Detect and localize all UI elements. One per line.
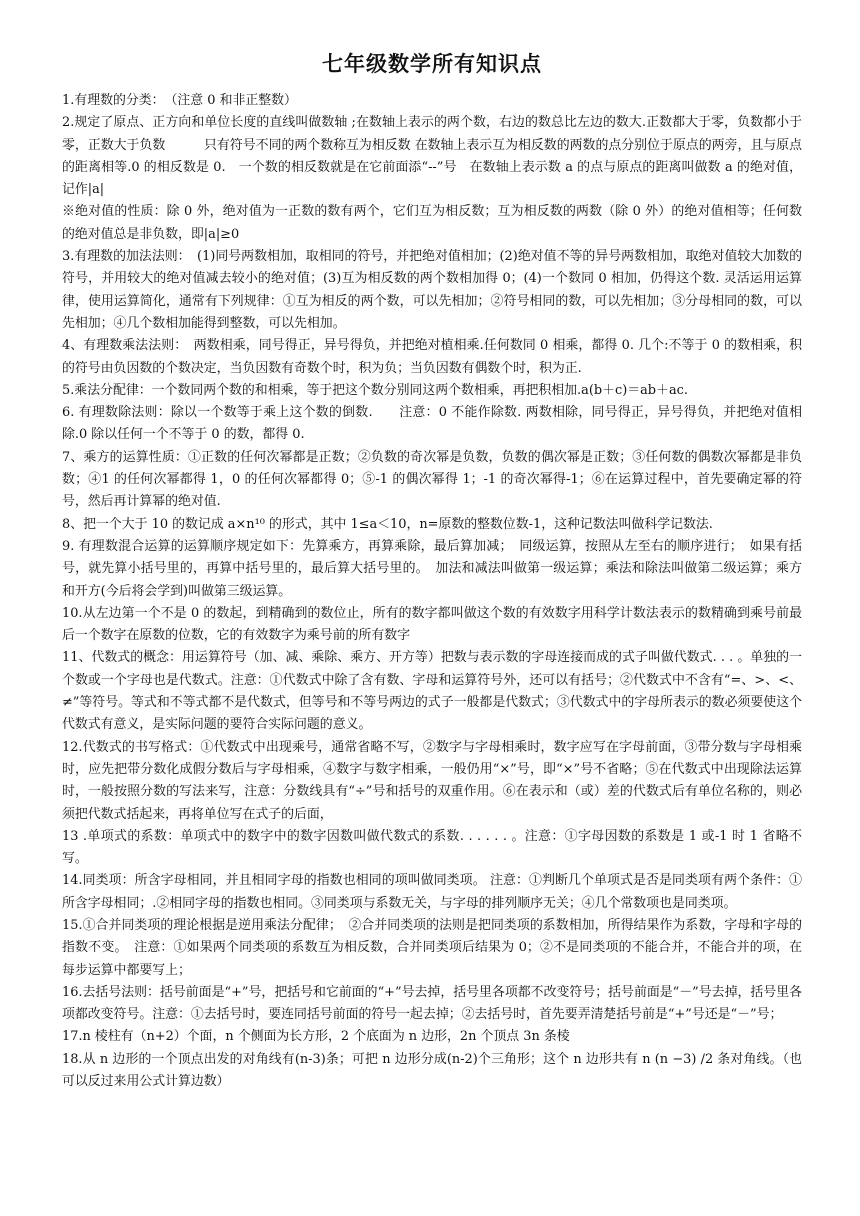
- paragraph-8: 8、把一个大于 10 的数记成 a×n¹⁰ 的形式，其中 1≤a＜10，n=原数的整数位数-1，这种记数法叫做科学记数法.: [62, 516, 713, 532]
- paragraph-10: 10.从左边第一个不是 0 的数起，到精确到的数位止，所有的数字都叫做这个数的有效数字用科学计数法表示的数精确到乘号前最后一个数字在原数的位数，它的有效数字为乘号前的所有数字: [62, 605, 802, 644]
- paragraph-9: 9. 有理数混合运算的运算顺序规定如下：先算乘方，再算乘除，最后算加减； 同级运算，按照从左至右的顺序进行； 如果有括号，就先算小括号里的，再算中括号里的，最后算大括号里的。 加法和减法叫做第一级运算；乘法和除法叫做第二级运算；乘方和开方(今后将会学到)叫做第三级运算。: [62, 538, 802, 599]
- paragraph-16: 16.去括号法则：括号前面是“+”号，把括号和它前面的“+”号去掉，括号里各项都不改变符号；括号前面是“－”号去掉，括号里各项都改变符号。注意：①去括号时，要连同括号前面的符号一起去掉；②去括号时，首先要弄清楚括号前是“+”号还是“－”号；: [62, 984, 802, 1023]
- paragraph-12: 12.代数式的书写格式：①代数式中出现乘号，通常省略不写，②数字与字母相乘时，数字应写在字母前面，③带分数与字母相乘时，应先把带分数化成假分数后与字母相乘，④数字与数字相乘，一般仍用“×”号，即“×”号不省略；⑤在代数式中出现除法运算时，一般按照分数的写法来写，注意：分数线具有“÷”号和括号的双重作用。⑥在表示和（或）差的代数式后有单位名称的，则必须把代数式括起来，再将单位写在式子的后面，: [62, 739, 802, 822]
- page-title: 七年级数学所有知识点: [322, 52, 542, 76]
- paragraph-4: 4、有理数乘法法则： 两数相乘，同号得正，异号得负，并把绝对植相乘.任何数同 0 相乘，都得 0. 几个:不等于 0 的数相乘，积的符号由负因数的个数决定，当负因数有奇数个时，积为负；当负因数有偶数个时，积为正.: [62, 338, 802, 376]
- paragraph-3: 3.有理数的加法法则： (1)同号两数相加，取相同的符号，并把绝对值相加；(2)绝对值不等的异号两数相加，取绝对值较大加数的符号，并用较大的绝对值减去较小的绝对值；(3)互为相反数的两个数相加得 0；(4)一个数同 0 相加，仍得这个数. 灵活运用运算律，使用运算简化，通常有下列规律：①互为相反的两个数，可以先相加；②符号相同的数，可以先相加；③分母相同的数，可以先相加；④几个数相加能得到整数，可以先相加。: [62, 249, 802, 331]
- paragraph-17: 17.n 棱柱有（n+2）个面，n 个侧面为长方形，2 个底面为 n 边形，2n 个顶点 3n 条棱: [62, 1029, 570, 1045]
- paragraph-1: 1.有理数的分类： （注意 0 和非正整数）: [62, 93, 297, 108]
- paragraph-11: 11、代数式的概念：用运算符号（加、减、乘除、乘方、开方等）把数与表示数的字母连接而成的式子叫做代数式. . . 。单独的一个数或一个字母也是代数式。注意：①代数式中除了含有数、字母和运算符号外，还可以有括号；②代数式中不含有“=、>、<、≠”等符号。等式和不等式都不是代数式，但等号和不等号两边的式子一般都是代数式；③代数式中的字母所表示的数必须要使这个代数式有意义，是实际问题的要符合实际问题的意义。: [62, 650, 802, 733]
- paragraph-18: 18.从 n 边形的一个顶点出发的对角线有(n-3)条；可把 n 边形分成(n-2)个三角形；这个 n 边形共有 n (n −3) /2 条对角线。（也可以反过来用公式计算边数）: [62, 1051, 802, 1090]
- paragraph-6: 6. 有理数除法则：除以一个数等于乘上这个数的倒数. 注意：0 不能作除数. 两数相除，同号得正，异号得负，并把绝对值相除.0 除以任何一个不等于 0 的数，都得 0.: [62, 405, 802, 443]
- paragraph-2: 2.规定了原点、正方向和单位长度的直线叫做数轴 ;在数轴上表示的两个数，右边的数总比左边的数大.正数都大于零，负数都小于零，正数大于负数 只有符号不同的两个数称互为相反数 在数轴上表示互为相反数的两数的点分别位于原点的两旁，且与原点的距离相等.0 的相反数是 0. 一个数的相反数就是在它前面添“--”号 在数轴上表示数 a 的点与原点的距离叫做数 a 的绝对值，记作|a|: [62, 115, 802, 198]
- paragraph-14: 14.同类项：所含字母相同，并且相同字母的指数也相同的项叫做同类项。 注意：①判断几个单项式是否是同类项有两个条件：①所含字母相同；.②相同字母的指数也相同。③同类项与系数无关，与字母的排列顺序无关；④几个常数项也是同类项。: [62, 873, 802, 911]
- paragraph-absolute-value: ※绝对值的性质：除 0 外，绝对值为一正数的数有两个，它们互为相反数；互为相反数的两数（除 0 外）的绝对值相等；任何数的绝对值总是非负数，即|a|≥0: [62, 204, 802, 242]
- paragraph-15: 15.①合并同类项的理论根据是逆用乘法分配律； ②合并同类项的法则是把同类项的系数相加，所得结果作为系数，字母和字母的指数不变。 注意：①如果两个同类项的系数互为相反数，合并同类项后结果为 0；②不是同类项的不能合并，不能合并的项，在每步运算中都要写上；: [62, 917, 802, 978]
- paragraph-7: 7、乘方的运算性质：①正数的任何次幂都是正数；②负数的奇次幂是负数，负数的偶次幂是正数；③任何数的偶数次幂都是非负数；④1 的任何次幂都得 1，0 的任何次幂都得 0；⑤-1 的偶次幂得 1；-1 的奇次幂得-1；⑥在运算过程中，首先要确定幂的符号，然后再计算幂的绝对值.: [62, 449, 802, 510]
- paragraph-13: 13 .单项式的系数：单项式中的数字中的数字因数叫做代数式的系数. . . . . . 。注意：①字母因数的系数是 1 或-1 时 1 省略不写。: [62, 828, 802, 867]
- paragraph-5: 5.乘法分配律：一个数同两个数的和相乘，等于把这个数分别同这两个数相乘，再把积相加.a(b＋c)＝ab＋ac.: [62, 382, 688, 398]
